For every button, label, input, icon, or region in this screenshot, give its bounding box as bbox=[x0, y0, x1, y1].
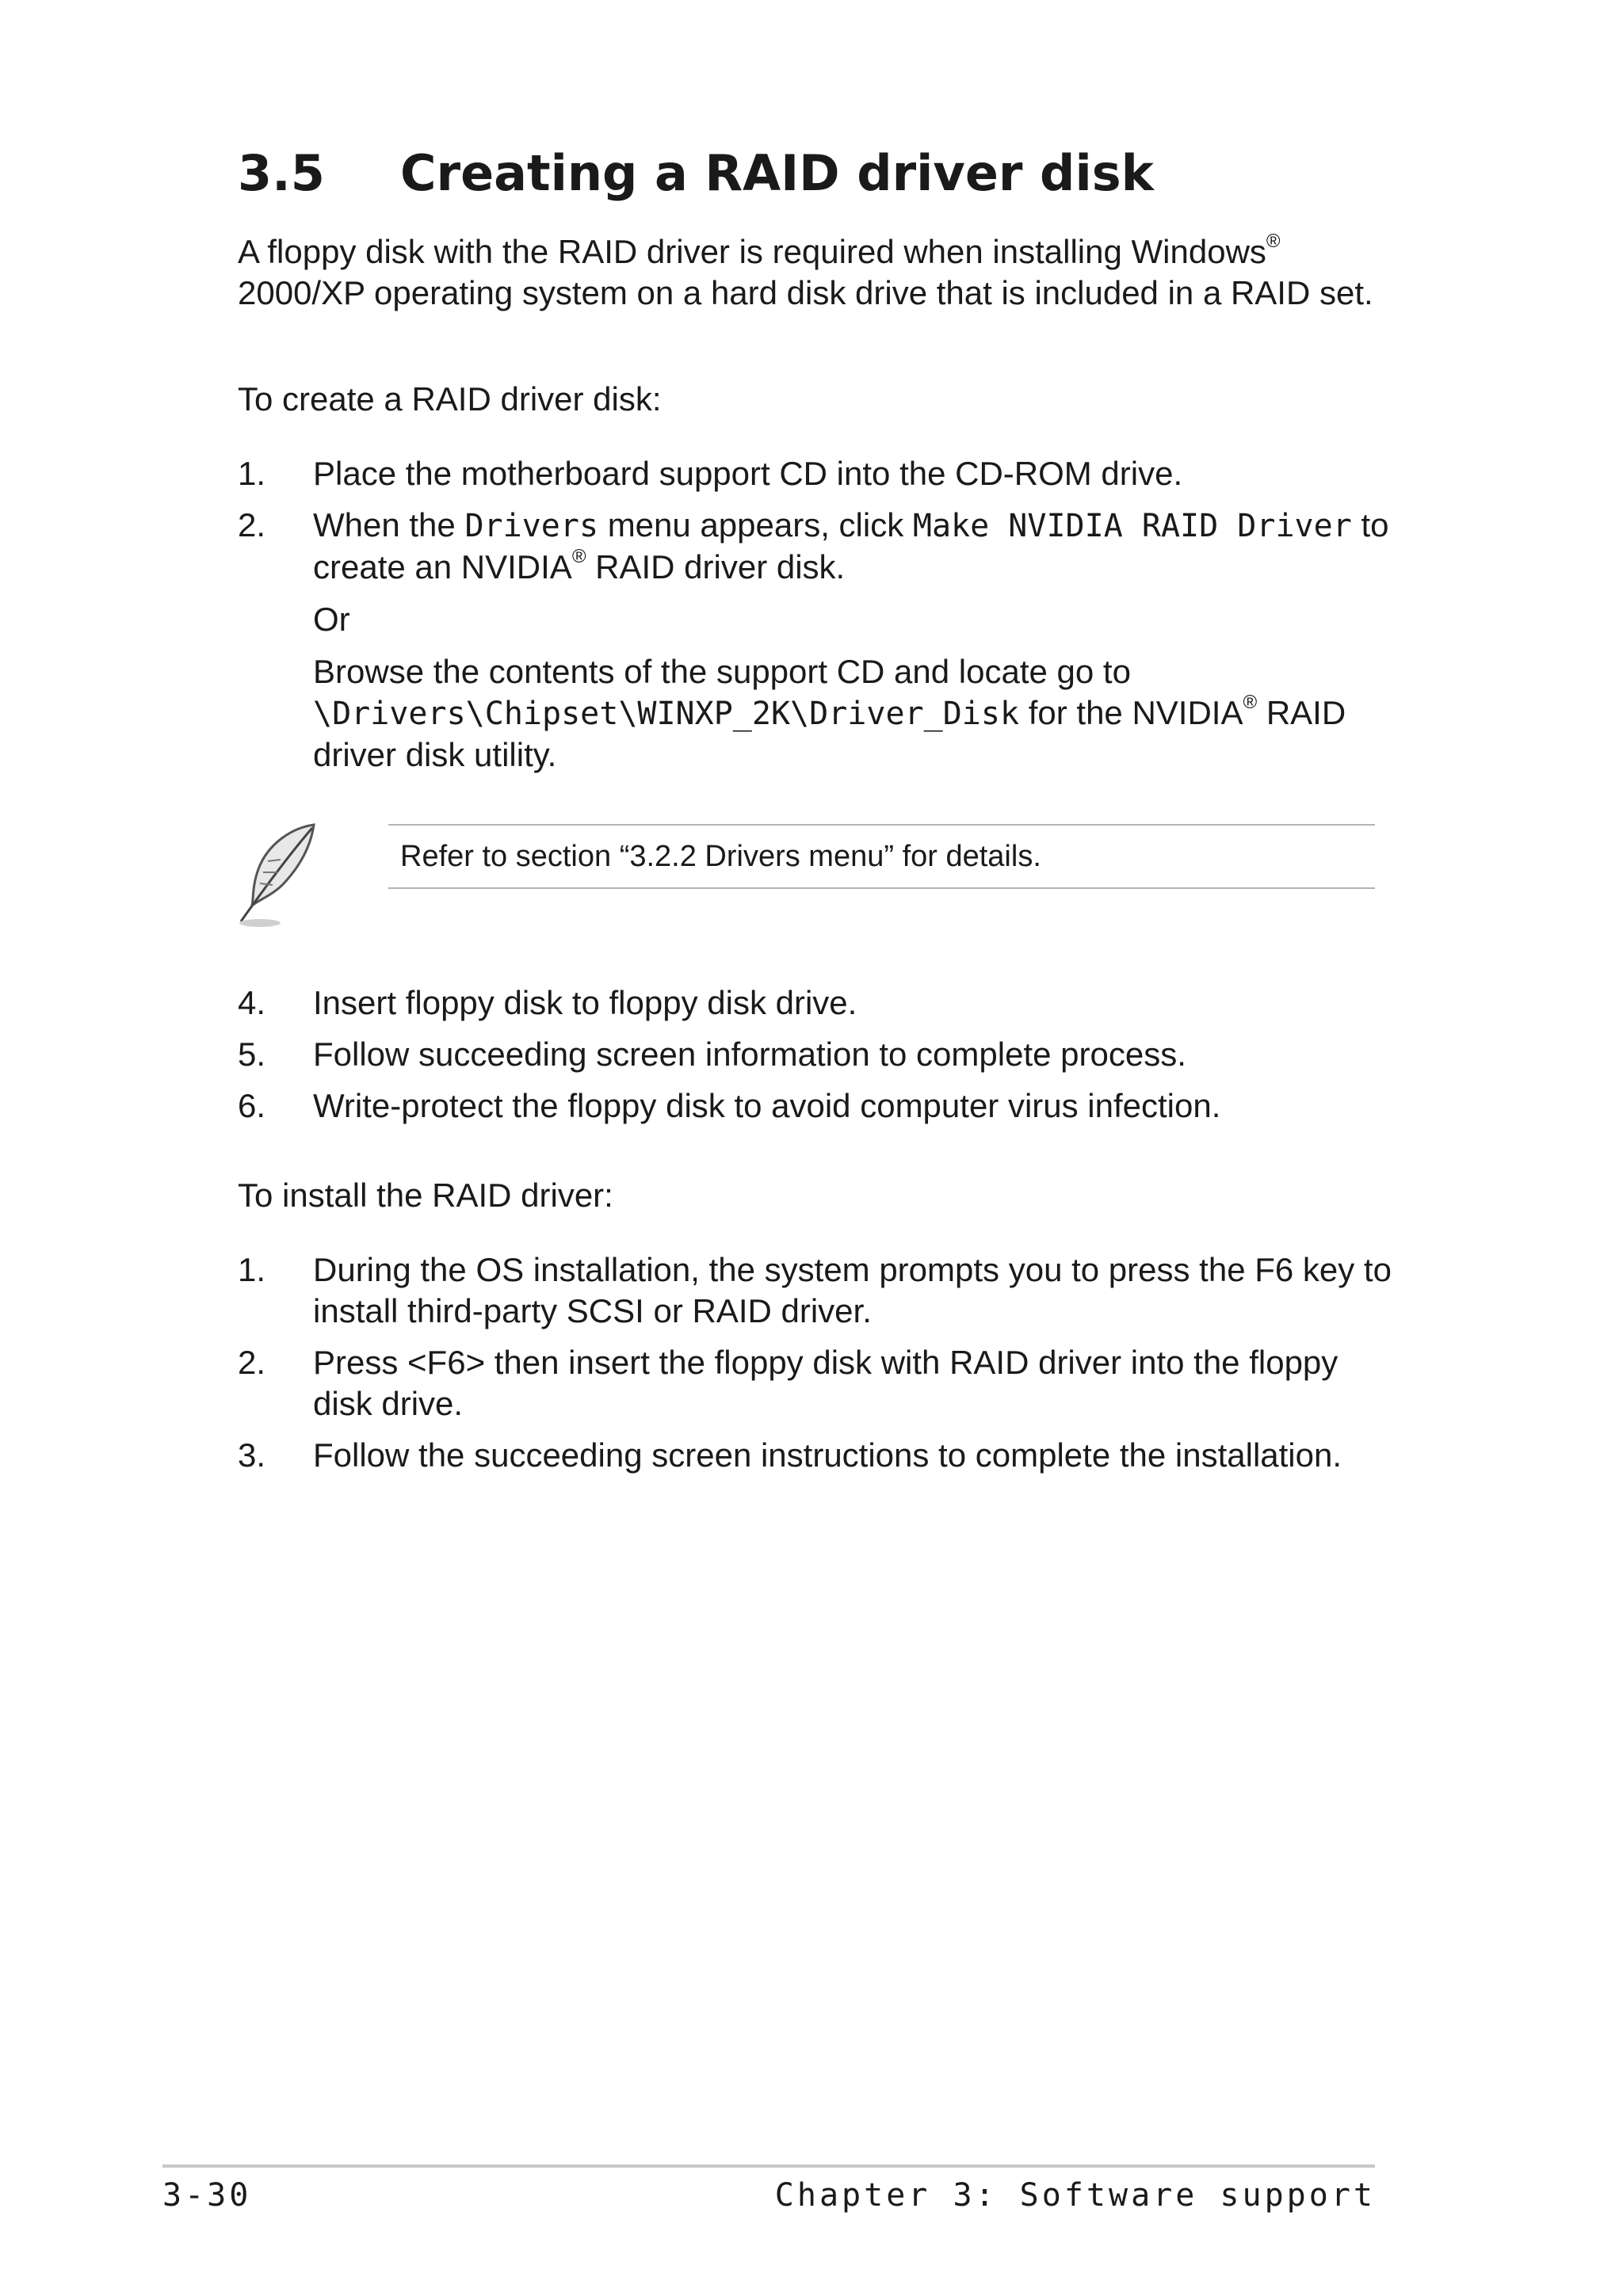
install-lead: To install the RAID driver: bbox=[238, 1177, 613, 1214]
list-item bbox=[238, 1085, 1395, 1127]
create-steps-list bbox=[238, 453, 1395, 786]
browse-text-1: Browse the contents of the support CD and locate go to bbox=[313, 653, 1131, 690]
list-item bbox=[238, 1034, 1395, 1075]
step-text-post-2: RAID driver disk. bbox=[586, 548, 846, 585]
registered-mark: ® bbox=[1243, 692, 1258, 713]
chapter-title: Chapter 3: Software support bbox=[774, 2177, 1376, 2214]
registered-mark: ® bbox=[1266, 231, 1281, 252]
section-number: 3.5 bbox=[238, 144, 325, 202]
step-number: 1. bbox=[238, 1251, 266, 1288]
step-number: 1. bbox=[238, 455, 266, 492]
list-item bbox=[238, 453, 1395, 494]
section-title: Creating a RAID driver disk bbox=[400, 144, 1154, 202]
step-text-post-1: to create an NVIDIA bbox=[313, 506, 1389, 585]
browse-text-3: RAID driver disk utility. bbox=[313, 694, 1346, 773]
step-text: Follow the succeeding screen instructions to complete the installation. bbox=[313, 1436, 1342, 1474]
feather-quill-icon bbox=[236, 820, 323, 931]
list-item bbox=[238, 982, 1395, 1024]
step-text: Write-protect the floppy disk to avoid computer virus infection. bbox=[313, 1087, 1221, 1124]
section-heading bbox=[238, 144, 1154, 202]
intro-paragraph bbox=[238, 231, 1387, 314]
driver-disk-path: \Drivers\Chipset\WINXP_2K\Driver_Disk bbox=[313, 696, 1020, 732]
step-text: Place the motherboard support CD into the CD-ROM drive. bbox=[313, 455, 1183, 492]
create-steps-continued bbox=[238, 982, 1395, 1137]
step-number: 4. bbox=[238, 984, 266, 1021]
step-text: Press <F6> then insert the floppy disk with RAID driver into the floppy disk drive. bbox=[313, 1344, 1338, 1422]
note-text: Refer to section “3.2.2 Drivers menu” for details. bbox=[400, 840, 1041, 873]
list-item bbox=[238, 1249, 1395, 1332]
intro-text-2: 2000/XP operating system on a hard disk drive that is included in a RAID set. bbox=[238, 274, 1373, 311]
page-number: 3-30 bbox=[162, 2177, 252, 2214]
step-text: Follow succeeding screen information to complete process. bbox=[313, 1035, 1186, 1073]
note-top-rule bbox=[388, 824, 1375, 826]
install-steps-list bbox=[238, 1249, 1395, 1486]
create-lead: To create a RAID driver disk: bbox=[238, 380, 662, 418]
list-item bbox=[238, 505, 1395, 776]
step-number: 3. bbox=[238, 1436, 266, 1474]
drivers-menu-name: Drivers bbox=[464, 508, 599, 544]
step-number: 6. bbox=[238, 1087, 266, 1124]
step-number: 2. bbox=[238, 506, 266, 543]
browse-text bbox=[313, 651, 1395, 776]
make-nvidia-raid-driver-item: Make NVIDIA RAID Driver bbox=[912, 508, 1352, 544]
list-item bbox=[238, 1435, 1395, 1476]
step-text-mid: menu appears, click bbox=[598, 506, 913, 543]
browse-text-2: for the NVIDIA bbox=[1019, 694, 1243, 731]
step-text-pre: When the bbox=[313, 506, 465, 543]
step-number: 5. bbox=[238, 1035, 266, 1073]
note-bottom-rule bbox=[388, 887, 1375, 889]
footer-rule bbox=[162, 2164, 1375, 2168]
step-text: Insert floppy disk to floppy disk drive. bbox=[313, 984, 857, 1021]
or-text: Or bbox=[313, 601, 350, 638]
intro-text-1: A floppy disk with the RAID driver is required when installing Windows bbox=[238, 233, 1266, 270]
step-number: 2. bbox=[238, 1344, 266, 1381]
list-item bbox=[238, 1342, 1395, 1425]
registered-mark: ® bbox=[571, 546, 586, 567]
step-text: During the OS installation, the system prompts you to press the F6 key to install third-party SCSI or RAID driver. bbox=[313, 1251, 1392, 1329]
